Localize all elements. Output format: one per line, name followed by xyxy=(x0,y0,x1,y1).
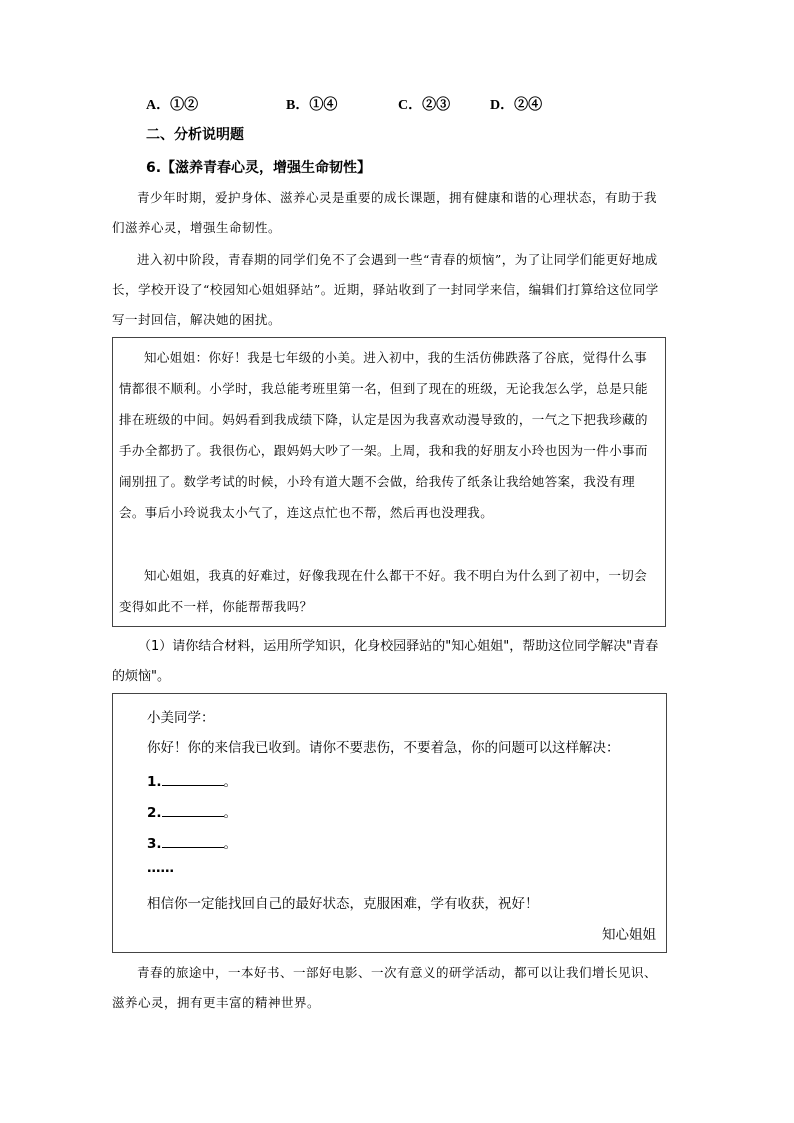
letter-paragraph-2: 知心姐姐，我真的好难过，好像我现在什么都干不好。我不明白为什么到了初中，一切会变得如此不一样，你能帮帮我吗？ xyxy=(119,568,648,614)
item-number: 3. xyxy=(147,836,162,852)
option-a[interactable]: A．①② xyxy=(146,98,199,113)
item-end: 。 xyxy=(223,836,238,852)
reply-item-2 xyxy=(147,801,237,821)
reply-item-1 xyxy=(147,770,237,790)
letter-paragraph-1: 知心姐姐：你好！我是七年级的小美。进入初中，我的生活仿佛跌落了谷底，觉得什么事情都很不顺利。小学时，我总能考班里第一名，但到了现在的班级，无论我怎么学，总是只能排在班级的中间。妈妈看到我成绩下降，认定是因为我喜欢动漫导致的，一气之下把我珍藏的手办全都扔了。我很伤心，跟妈妈大吵了一架。上周，我和我的好朋友小玲也因为一件小事而闹别扭了。数学考试的时候，小玲有道大题不会做，给我传了纸条让我给她答案，我没有理会。事后小玲说我太小气了，连这点忙也不帮，然后再也没理我。 xyxy=(119,350,648,520)
option-b[interactable]: B．①④ xyxy=(286,98,338,113)
answer-blank[interactable] xyxy=(162,835,224,848)
reply-ellipsis: …… xyxy=(147,860,174,876)
answer-blank[interactable] xyxy=(162,804,224,817)
reply-greeting: 小美同学： xyxy=(147,710,215,726)
option-d[interactable]: D．②④ xyxy=(490,98,543,113)
reply-item-3 xyxy=(147,832,237,852)
sub-question-1: （1）请你结合材料，运用所学知识，化身校园驿站的"知心姐姐"，帮助这位同学解决"青春的烦恼"。 xyxy=(112,639,659,684)
answer-blank[interactable] xyxy=(162,773,224,786)
section-title: 二、分析说明题 xyxy=(146,127,244,143)
intro-paragraph-1: 青少年时期，爱护身体、滋养心灵是重要的成长课题，拥有健康和谐的心理状态，有助于我们滋养心灵，增强生命韧性。 xyxy=(112,190,658,235)
item-end: 。 xyxy=(223,774,238,790)
reply-signature: 知心姐姐 xyxy=(602,927,656,943)
student-letter-box xyxy=(112,337,666,627)
item-end: 。 xyxy=(223,805,238,821)
question-title: 6.【滋养青春心灵，增强生命韧性】 xyxy=(146,160,372,176)
reply-letter-box xyxy=(112,693,667,953)
item-number: 1. xyxy=(147,774,162,790)
reply-closing: 相信你一定能找回自己的最好状态，克服困难，学有收获，祝好！ xyxy=(147,896,539,912)
answer-options xyxy=(146,94,706,116)
item-number: 2. xyxy=(147,805,162,821)
closing-paragraph: 青春的旅途中，一本好书、一部好电影、一次有意义的研学活动，都可以让我们增长见识、滋养心灵，拥有更丰富的精神世界。 xyxy=(112,965,658,1010)
reply-opening: 你好！你的来信我已收到。请你不要悲伤，不要着急，你的问题可以这样解决： xyxy=(147,740,620,756)
intro-paragraph-2: 进入初中阶段，青春期的同学们免不了会遇到一些“青春的烦恼”，为了让同学们能更好地成长，学校开设了“校园知心姐姐驿站”。近期，驿站收到了一封同学来信，编辑们打算给这位同学写一封回信，解决她的困扰。 xyxy=(112,252,659,327)
option-c[interactable]: C．②③ xyxy=(398,98,451,113)
